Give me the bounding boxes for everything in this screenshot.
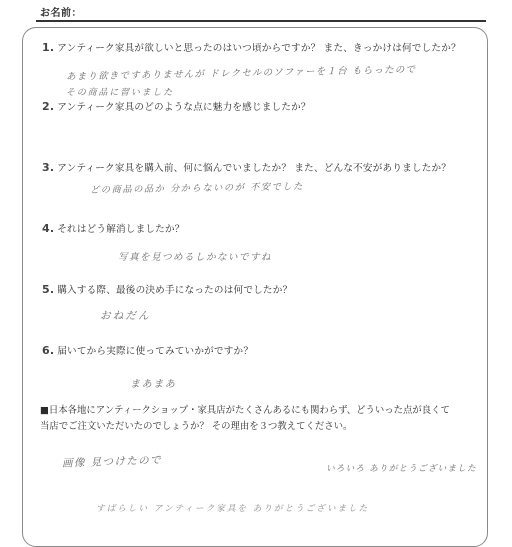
question-text: 届いてから実際に使ってみていかがですか？ [57, 346, 254, 357]
question-number: 4. [42, 222, 55, 235]
answer-7-line-3: すばらしい アンティーク家具を ありがとうございました [96, 504, 370, 514]
question-6 [42, 343, 253, 357]
question-text: それはどう解消しましたか？ [57, 224, 185, 235]
question-text: アンティーク家具を購入前、何に悩んでいましたか？ また、どんな不安がありましたか？ [57, 163, 452, 174]
final-question-line-2: 当店でご注文いただいたのでしょうか？ その理由を３つ教えてください。 [40, 421, 353, 432]
question-3 [42, 160, 451, 174]
answer-6: まあまあ [130, 379, 177, 390]
question-number: 2. [42, 100, 55, 113]
final-question-line-1: ■日本各地にアンティークショップ・家具店がたくさんあるにも関わらず、どういった点が良くて [40, 405, 450, 416]
question-5 [42, 282, 292, 296]
name-underline [36, 20, 486, 22]
question-text: 購入する際、最後の決め手になったのは何でしたか？ [57, 285, 293, 296]
name-label: お名前： [40, 8, 82, 19]
question-text: アンティーク家具が欲しいと思ったのはいつ頃からですか？ また、きっかけは何でしたか？ [57, 43, 461, 54]
question-2 [42, 99, 311, 113]
answer-7-line-1: 画像 見つけたので [61, 454, 163, 470]
final-question [40, 403, 450, 435]
question-text: アンティーク家具のどのような点に魅力を感じましたか？ [57, 102, 311, 113]
answer-3: どの商品の品か 分からないのが 不安でした [89, 181, 305, 196]
answer-4: 写真を見つめるしかないですね [118, 252, 272, 263]
question-number: 3. [42, 161, 55, 174]
question-number: 6. [42, 344, 55, 357]
question-4 [42, 221, 185, 235]
answer-5: おねだん [100, 310, 151, 322]
answer-1-line-1: あまり欲きですありませんが ドレクセルのソファーを１台 もらったので [65, 64, 417, 83]
question-number: 5. [42, 283, 55, 296]
answer-1-line-2: その商品に習いました [66, 88, 175, 98]
question-number: 1. [42, 41, 55, 54]
question-1 [42, 40, 461, 54]
answer-7-line-2: いろいろ ありがとうございました [326, 464, 477, 474]
